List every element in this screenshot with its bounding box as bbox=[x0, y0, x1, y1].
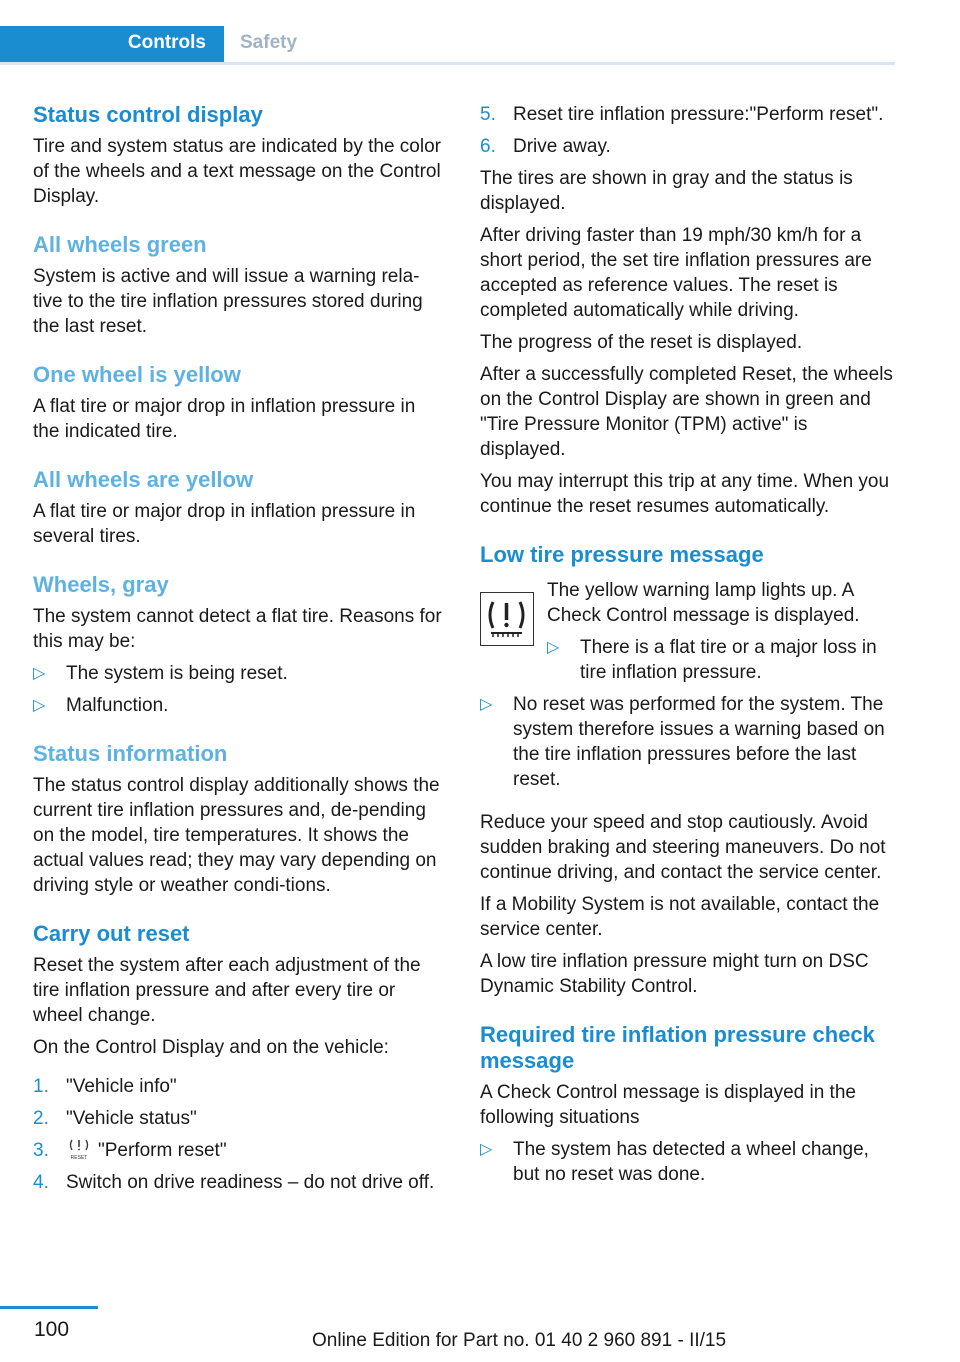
triangle-bullet-icon: ▷ bbox=[33, 665, 46, 682]
list-item bbox=[480, 134, 895, 159]
step-number: 5. bbox=[480, 104, 496, 125]
heading-low-tire-pressure: Low tire pressure message bbox=[480, 542, 764, 567]
step-number: 4. bbox=[33, 1172, 49, 1193]
paragraph: A low tire inflation pressure might turn on DSC Dynamic Stability Control. bbox=[480, 951, 869, 997]
step-text: "Vehicle status" bbox=[66, 1108, 197, 1129]
all-wheels-green-text: System is active and will issue a warning rela-tive to the tire inflation pressures stored during the last reset. bbox=[33, 266, 423, 337]
heading-required-pressure-check: Required tire inflation pressure check message bbox=[480, 1022, 875, 1073]
all-wheels-yellow-text: A flat tire or major drop in inflation pressure in several tires. bbox=[33, 501, 416, 547]
step-text: Switch on drive readiness – do not drive off. bbox=[66, 1172, 435, 1193]
one-wheel-yellow-text: A flat tire or major drop in inflation pressure in the indicated tire. bbox=[33, 396, 416, 442]
list-item bbox=[480, 102, 895, 127]
list-item bbox=[33, 1106, 445, 1131]
step-text: "Vehicle info" bbox=[66, 1076, 177, 1097]
triangle-bullet-icon: ▷ bbox=[480, 1141, 493, 1158]
status-control-text: Tire and system status are indicated by the color of the wheels and a text message on the Control Display. bbox=[33, 136, 441, 207]
edition-text: Online Edition for Part no. 01 40 2 960 891 - II/15 bbox=[312, 1330, 727, 1351]
triangle-bullet-icon: ▷ bbox=[547, 639, 560, 656]
page-number: 100 bbox=[34, 1318, 70, 1341]
bullet-text: The system has detected a wheel change, but no reset was done. bbox=[513, 1139, 869, 1185]
paragraph: After driving faster than 19 mph/30 km/h for a short period, the set tire inflation pressures are accepted as reference values. The reset is completed automatically while driving. bbox=[480, 225, 872, 321]
tab-controls[interactable] bbox=[0, 26, 224, 62]
triangle-bullet-icon: ▷ bbox=[33, 697, 46, 714]
carry-out-reset-intro: On the Control Display and on the vehicle: bbox=[33, 1037, 389, 1058]
triangle-bullet-icon: ▷ bbox=[480, 696, 493, 713]
heading-wheels-gray: Wheels, gray bbox=[33, 572, 169, 597]
step-number: 6. bbox=[480, 136, 496, 157]
right-column bbox=[480, 102, 895, 1187]
list-item bbox=[33, 1074, 445, 1099]
check-message-text: A Check Control message is displayed in the following situations bbox=[480, 1082, 856, 1128]
bullet-text: No reset was performed for the system. The system therefore issues a warning based on the tire inflation pressures before the last reset. bbox=[513, 694, 885, 790]
list-item bbox=[547, 635, 895, 685]
paragraph: You may interrupt this trip at any time. When you continue the reset resumes automatically. bbox=[480, 471, 890, 517]
svg-text:RESET: RESET bbox=[70, 1155, 88, 1160]
list-item bbox=[33, 1170, 445, 1195]
left-column bbox=[33, 102, 445, 1195]
paragraph: The progress of the reset is displayed. bbox=[480, 332, 803, 353]
step-text: Reset tire inflation pressure:"Perform reset". bbox=[513, 104, 884, 125]
bullet-text: The system is being reset. bbox=[66, 663, 288, 684]
tire-pressure-warning-icon bbox=[480, 592, 534, 646]
list-item bbox=[33, 1138, 445, 1163]
heading-status-information: Status information bbox=[33, 741, 228, 766]
step-text: "Perform reset" bbox=[98, 1140, 227, 1161]
tab-safety[interactable]: Safety bbox=[240, 32, 298, 53]
list-item bbox=[480, 692, 895, 792]
list-item bbox=[33, 693, 445, 718]
step-number: 3. bbox=[33, 1140, 49, 1161]
paragraph: The tires are shown in gray and the status is displayed. bbox=[480, 168, 853, 214]
bullet-text: Malfunction. bbox=[66, 695, 169, 716]
carry-out-reset-text: Reset the system after each adjustment of the tire inflation pressure and after every tire or wheel change. bbox=[33, 955, 421, 1026]
tab-controls-label: Controls bbox=[127, 32, 206, 53]
wheels-gray-text: The system cannot detect a flat tire. Reasons for this may be: bbox=[33, 606, 442, 652]
status-information-text: The status control display additionally shows the current tire inflation pressures and, de-pending on the model, tire temperatures. It shows the actual values read; they may vary depending on driving style or weather condi-tions. bbox=[33, 775, 440, 896]
heading-carry-out-reset: Carry out reset bbox=[33, 921, 190, 946]
step-number: 1. bbox=[33, 1076, 49, 1097]
step-number: 2. bbox=[33, 1108, 49, 1129]
paragraph: Reduce your speed and stop cautiously. Avoid sudden braking and steering maneuvers. Do not continue driving, and contact the service center. bbox=[480, 812, 886, 883]
heading-all-wheels-green: All wheels green bbox=[33, 232, 207, 257]
list-item bbox=[33, 661, 445, 686]
warning-lamp-text: The yellow warning lamp lights up. A Check Control message is displayed. bbox=[547, 580, 860, 626]
warning-lamp-block bbox=[480, 578, 895, 685]
header-tab-bar bbox=[0, 26, 895, 65]
list-item bbox=[480, 1137, 895, 1187]
paragraph: After a successfully completed Reset, the wheels on the Control Display are shown in green and "Tire Pressure Monitor (TPM) active" is displayed. bbox=[480, 364, 893, 460]
heading-all-wheels-yellow: All wheels are yellow bbox=[33, 467, 254, 492]
step-text: Drive away. bbox=[513, 136, 611, 157]
tpm-reset-icon bbox=[66, 1138, 92, 1160]
heading-status-control-display: Status control display bbox=[33, 102, 263, 127]
bullet-text: There is a flat tire or a major loss in tire inflation pressure. bbox=[580, 637, 877, 683]
footer-divider bbox=[0, 1306, 98, 1309]
paragraph: If a Mobility System is not available, contact the service center. bbox=[480, 894, 880, 940]
heading-one-wheel-yellow: One wheel is yellow bbox=[33, 362, 241, 387]
